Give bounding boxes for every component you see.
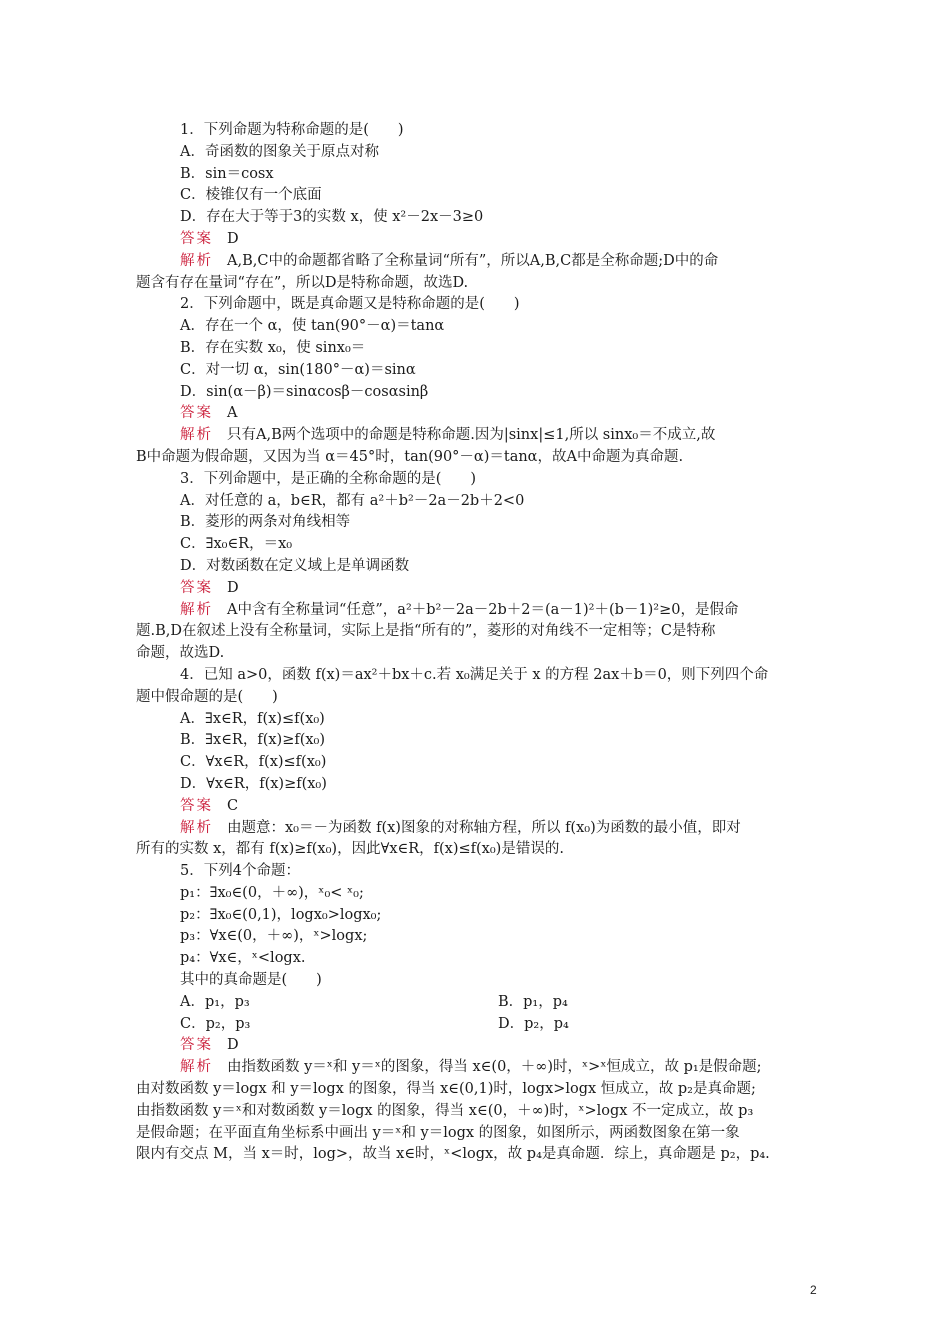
question-5-analysis-line-3: 由指数函数 y＝ˣ和对数函数 y＝logx 的图象，得当 x∈(0，＋∞)时，ˣ>logx 不一定成立，故 p₃: [136, 1102, 754, 1119]
proposition-p4: p₄：∀x∈，ˣ<logx.: [180, 950, 306, 967]
question-4-option-a: A．∃x∈R，f(x)≤f(x₀): [180, 710, 325, 727]
question-3-option-a: A．对任意的 a，b∈R，都有 a²＋b²－2a－2b＋2<0: [180, 492, 525, 509]
question-4-analysis-line-1: [136, 818, 816, 840]
question-3-stem: 3．下列命题中，是正确的全称命题的是( ): [180, 470, 477, 487]
answer-value: D: [227, 230, 239, 247]
question-3-analysis-line-1: [136, 600, 816, 622]
question-3-analysis-line-2: 题.B,D在叙述上没有全称量词，实际上是指“所有的”，菱形的对角线不一定相等；C是特称: [136, 623, 716, 640]
question-5-option-c: C．p₂，p₃: [180, 1015, 251, 1032]
analysis-label: 解析: [180, 427, 213, 444]
analysis-label: 解析: [180, 1059, 213, 1076]
question-4-option-c: C．∀x∈R，f(x)≤f(x₀): [180, 754, 327, 771]
question-1-analysis-line-2: 题含有存在量词“存在”，所以D是特称命题，故选D.: [136, 274, 469, 291]
question-1-option-a: A．奇函数的图象关于原点对称: [180, 143, 379, 160]
question-5-analysis-line-1: [136, 1057, 816, 1079]
question-5-option-a: A．p₁，p₃: [180, 993, 250, 1010]
question-5-analysis-line-2: 由对数函数 y＝logx 和 y＝logx 的图象，得当 x∈(0,1)时，logx>logx 恒成立，故 p₂是真命题;: [136, 1081, 756, 1098]
question-4-option-b: B．∃x∈R，f(x)≥f(x₀): [180, 732, 326, 749]
analysis-label: 解析: [180, 819, 213, 836]
question-3-option-b: B．菱形的两条对角线相等: [180, 514, 351, 531]
question-1-option-d: D．存在大于等于3的实数 x，使 x²－2x－3≥0: [180, 209, 484, 226]
proposition-p3: p₃：∀x∈(0，＋∞)，ˣ>logx;: [180, 928, 368, 945]
analysis-text: 由题意：x₀＝－为函数 f(x)图象的对称轴方程，所以 f(x₀)为函数的最小值，即对: [227, 819, 741, 836]
question-1-analysis-line-1: [136, 251, 816, 273]
proposition-p1: p₁：∃x₀∈(0，＋∞)，ˣ₀< ˣ₀;: [180, 884, 364, 901]
question-4-analysis-line-2: 所有的实数 x，都有 f(x)≥f(x₀)，因此∀x∈R，f(x)≤f(x₀)是错误的.: [136, 841, 564, 858]
question-2-answer: [136, 403, 816, 425]
question-2-option-c: C．对一切 α，sin(180°－α)＝sinα: [180, 361, 416, 378]
analysis-text: A,B,C中的命题都省略了全称量词“所有”，所以A,B,C都是全称命题;D中的命: [227, 252, 719, 269]
answer-label: 答案: [180, 1037, 213, 1054]
question-2-option-a: A．存在一个 α，使 tan(90°－α)＝tanα: [180, 318, 445, 335]
analysis-text: 只有A,B两个选项中的命题是特称命题.因为|sinx|≤1,所以 sinx₀＝不成立,故: [227, 427, 716, 444]
question-5-sub-stem: 其中的真命题是( ): [180, 972, 322, 989]
answer-value: A: [227, 405, 238, 422]
question-1-answer: [136, 229, 816, 251]
question-4-stem-line-2: 题中假命题的是( ): [136, 688, 278, 705]
question-3-analysis-line-3: 命题，故选D.: [136, 645, 225, 662]
page-content: [136, 120, 816, 1166]
question-2-analysis-line-1: [136, 425, 816, 447]
answer-label: 答案: [180, 230, 213, 247]
question-3-answer: [136, 578, 816, 600]
question-1-option-b: B．sin＝cosx: [180, 165, 274, 182]
question-5-analysis-line-5: 限内有交点 M，当 x＝时，log>，故当 x∈时，ˣ<logx，故 p₄是真命题．综上，真命题是 p₂，p₄.: [136, 1146, 770, 1163]
question-2-option-d: D．sin(α－β)＝sinαcosβ－cosαsinβ: [180, 383, 429, 400]
analysis-label: 解析: [180, 601, 213, 618]
question-5-analysis-line-4: 是假命题；在平面直角坐标系中画出 y＝ˣ和 y＝logx 的图象，如图所示，两函数图象在第一象: [136, 1124, 740, 1141]
question-4-stem-line-1: 4．已知 a>0，函数 f(x)＝ax²＋bx＋c.若 x₀满足关于 x 的方程 2ax＋b＝0，则下列四个命: [180, 666, 769, 683]
answer-value: C: [227, 797, 239, 814]
question-2-stem: 2．下列命题中，既是真命题又是特称命题的是( ): [180, 296, 520, 313]
question-1-stem: 1．下列命题为特称命题的是( ): [180, 122, 404, 138]
proposition-p2: p₂：∃x₀∈(0,1)，logx₀>logx₀;: [180, 906, 382, 923]
question-5-options-row-2: [136, 1014, 816, 1036]
analysis-label: 解析: [180, 252, 213, 269]
page-number: 2: [810, 1283, 817, 1297]
question-5-answer: [136, 1035, 816, 1057]
question-2-analysis-line-2: B中命题为假命题，又因为当 α＝45°时，tan(90°－α)＝tanα，故A中命题为真命题.: [136, 448, 684, 465]
question-4-option-d: D．∀x∈R，f(x)≥f(x₀): [180, 775, 327, 792]
analysis-text: 由指数函数 y＝ˣ和 y＝ˣ的图象，得当 x∈(0，＋∞)时，ˣ>ˣ恒成立，故 p₁是假命题;: [227, 1059, 762, 1076]
answer-value: D: [227, 579, 239, 596]
question-2-option-b: B．存在实数 x₀，使 sinx₀＝: [180, 339, 366, 356]
analysis-text: A中含有全称量词“任意”，a²＋b²－2a－2b＋2＝(a－1)²＋(b－1)²≥0，是假命: [227, 601, 739, 618]
question-5-options-row-1: [136, 992, 816, 1014]
question-3-option-d: D．对数函数在定义域上是单调函数: [180, 557, 410, 574]
answer-label: 答案: [180, 405, 213, 422]
answer-label: 答案: [180, 579, 213, 596]
answer-label: 答案: [180, 797, 213, 814]
question-5-option-b: B．p₁，p₄: [498, 993, 568, 1010]
question-1-option-c: C．棱锥仅有一个底面: [180, 187, 322, 204]
question-3-option-c: C．∃x₀∈R，＝x₀: [180, 536, 293, 553]
question-4-answer: [136, 796, 816, 818]
question-5-option-d: D．p₂，p₄: [498, 1015, 569, 1032]
question-5-stem: 5．下列4个命题：: [180, 863, 300, 880]
answer-value: D: [227, 1037, 239, 1054]
